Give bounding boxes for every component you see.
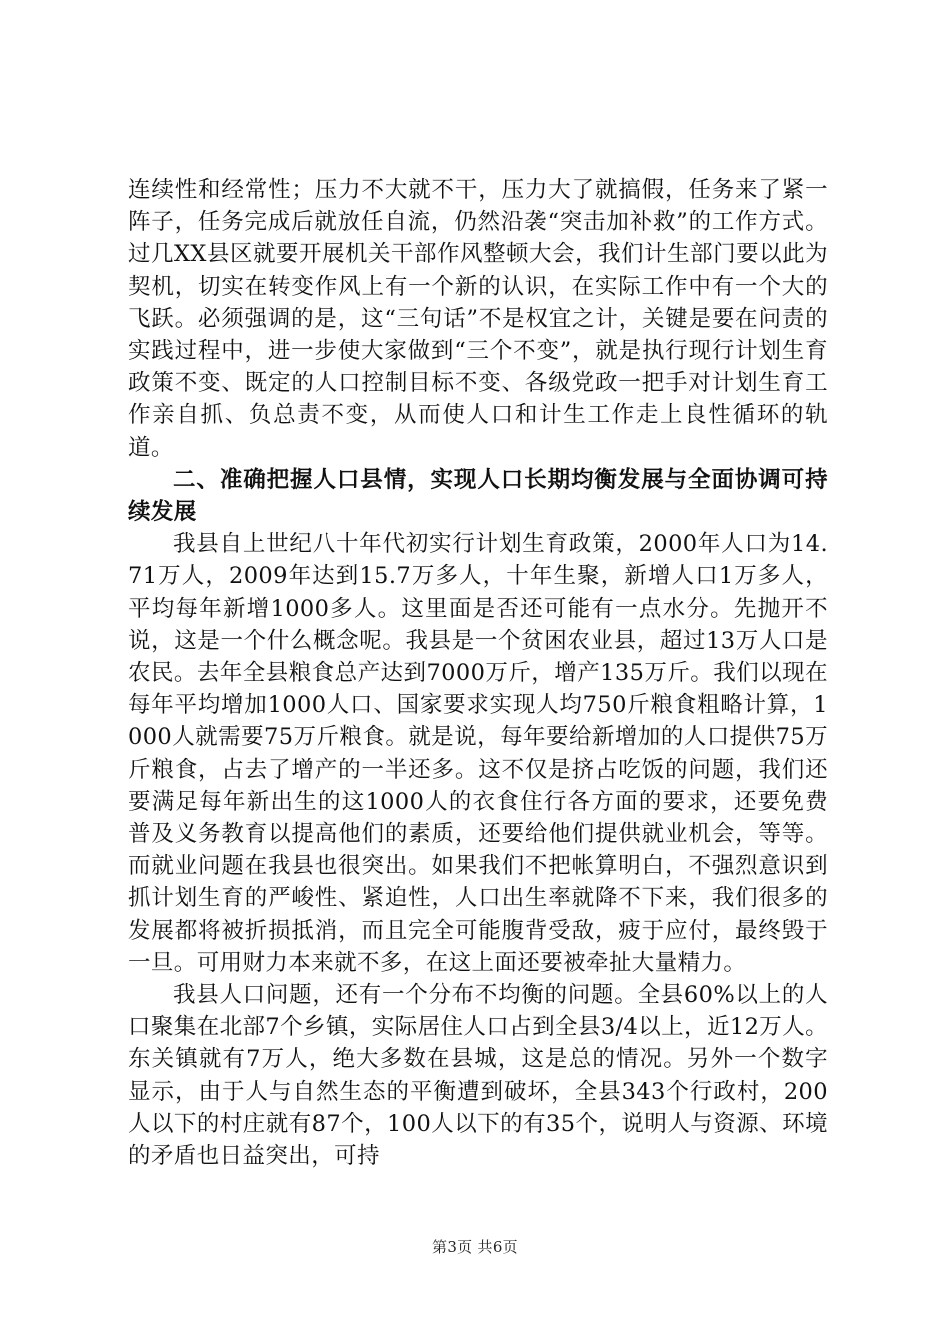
- document-body: [128, 174, 828, 1172]
- paragraph-continuation: 连续性和经常性；压力不大就不干，压力大了就搞假，任务来了紧一阵子，任务完成后就放任自流，仍然沿袭“突击加补救”的工作方式。过几XX县区就要开展机关干部作风整顿大会，我们计生部门要以此为契机，切实在转变作风上有一个新的认识，在实际工作中有一个大的飞跃。必须强调的是，这“三句话”不是权宜之计，关键是要在问责的实践过程中，进一步使大家做到“三个不变”，就是执行现行计划生育政策不变、既定的人口控制目标不变、各级党政一把手对计划生育工作亲自抓、负总责不变，从而使人口和计生工作走上良性循环的轨道。: [128, 177, 828, 461]
- section-heading: 二、准确把握人口县情，实现人口长期均衡发展与全面协调可持续发展: [128, 466, 828, 526]
- page-footer: 第3页 共6页: [432, 1238, 518, 1256]
- paragraph-population-distribution: 我县人口问题，还有一个分布不均衡的问题。全县60%以上的人口聚集在北部7个乡镇，实际居住人口占到全县3/4以上，近12万人。东关镇就有7万人，绝大多数在县城，这是总的情况。另外一个数字显示，由于人与自然生态的平衡遭到破坏，全县343个行政村，200人以下的村庄就有87个，100人以下的有35个，说明人与资源、环境的矛盾也日益突出，可持: [128, 982, 828, 1170]
- paragraph-population-growth: 我县自上世纪八十年代初实行计划生育政策，2000年人口为14.71万人，2009年达到15.7万多人，十年生聚，新增人口1万多人，平均每年新增1000多人。这里面是否还可能有一点水分。先抛开不说，这是一个什么概念呢。我县是一个贫困农业县，超过13万人口是农民。去年全县粮食总产达到7000万斤，增产135万斤。我们以现在每年平均增加1000人口、国家要求实现人均750斤粮食粗略计算，1000人就需要75万斤粮食。就是说，每年要给新增加的人口提供75万斤粮食，占去了增产的一半还多。这不仅是挤占吃饭的问题，我们还要满足每年新出生的这1000人的衣食住行各方面的要求，还要免费普及义务教育以提高他们的素质，还要给他们提供就业机会，等等。而就业问题在我县也很突出。如果我们不把帐算明白，不强烈意识到抓计划生育的严峻性、紧迫性，人口出生率就降不下来，我们很多的发展都将被折损抵消，而且完全可能腹背受敌，疲于应付，最终毁于一旦。可用财力本来就不多，在这上面还要被牵扯大量精力。: [128, 531, 828, 976]
